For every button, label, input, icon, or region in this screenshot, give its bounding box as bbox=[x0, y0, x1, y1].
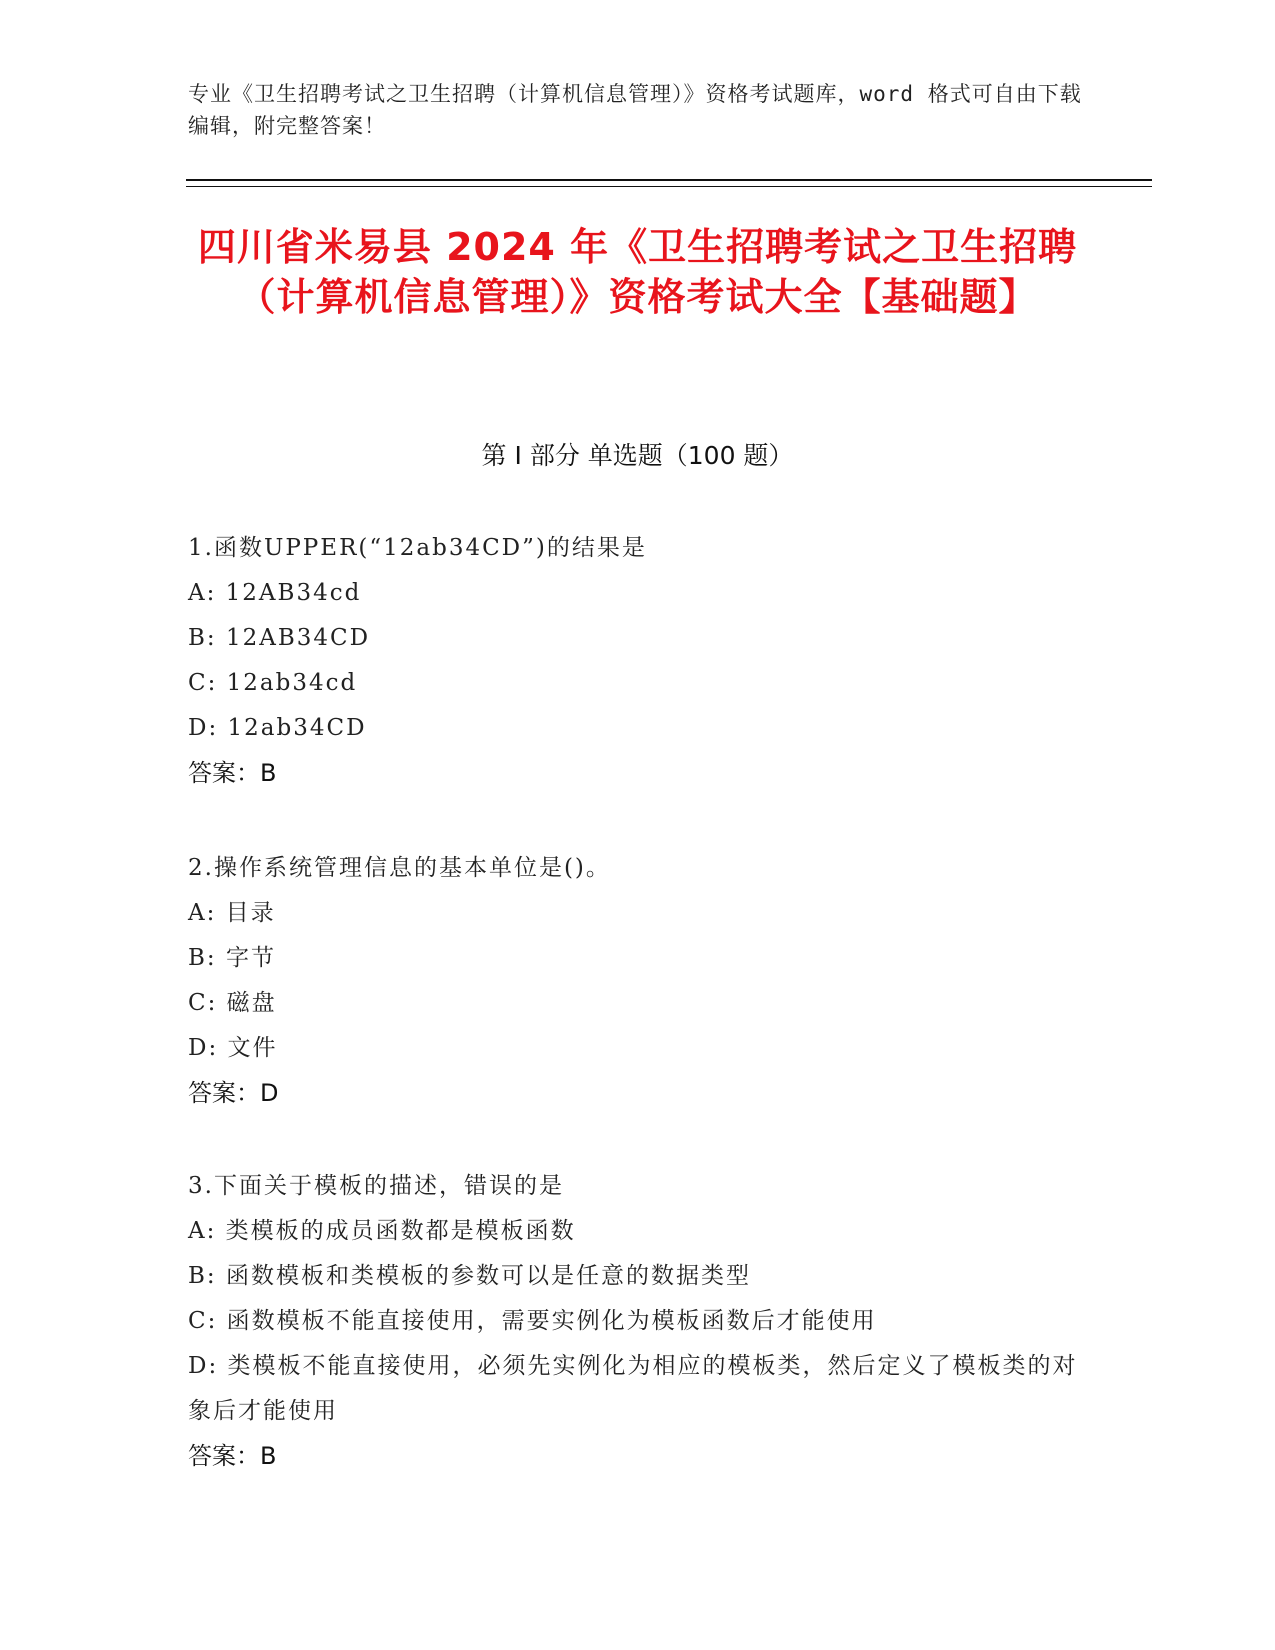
option-a: A: 类模板的成员函数都是模板函数 bbox=[188, 1218, 576, 1244]
answer: 答案：D bbox=[188, 1079, 279, 1107]
document-title: 四川省米易县 2024 年《卫生招聘考试之卫生招聘（计算机信息管理）》资格考试大全【基础题】 bbox=[197, 225, 1078, 319]
answer: 答案：B bbox=[188, 1442, 277, 1470]
option-a: A: 12AB34cd bbox=[188, 580, 362, 606]
section-heading: 第 I 部分 单选题（100 题） bbox=[481, 441, 794, 470]
option-c: C: 磁盘 bbox=[188, 990, 277, 1016]
question-stem: 2.操作系统管理信息的基本单位是()。 bbox=[188, 855, 611, 881]
header-divider-thick bbox=[186, 179, 1152, 181]
answer: 答案：B bbox=[188, 759, 277, 787]
option-d: D: 类模板不能直接使用，必须先实例化为相应的模板类，然后定义了模板类的对象后才能使用 bbox=[188, 1353, 1078, 1424]
question-2 bbox=[188, 846, 1088, 1116]
option-d: D: 12ab34CD bbox=[188, 715, 367, 741]
header-note: 专业《卫生招聘考试之卫生招聘（计算机信息管理）》资格考试题库，word 格式可自由下载编辑，附完整答案！ bbox=[188, 82, 1082, 138]
question-stem: 3.下面关于模板的描述，错误的是 bbox=[188, 1173, 564, 1199]
header-divider-thin bbox=[186, 186, 1152, 187]
option-b: B: 字节 bbox=[188, 945, 276, 971]
question-stem: 1.函数UPPER(“12ab34CD”)的结果是 bbox=[188, 535, 647, 561]
option-c: C: 12ab34cd bbox=[188, 670, 358, 696]
option-d: D: 文件 bbox=[188, 1035, 278, 1061]
option-b: B: 函数模板和类模板的参数可以是任意的数据类型 bbox=[188, 1263, 751, 1289]
option-b: B: 12AB34CD bbox=[188, 625, 371, 651]
question-1 bbox=[188, 526, 1088, 796]
option-c: C: 函数模板不能直接使用，需要实例化为模板函数后才能使用 bbox=[188, 1308, 877, 1334]
question-3 bbox=[188, 1164, 1088, 1479]
option-a: A: 目录 bbox=[188, 900, 276, 926]
